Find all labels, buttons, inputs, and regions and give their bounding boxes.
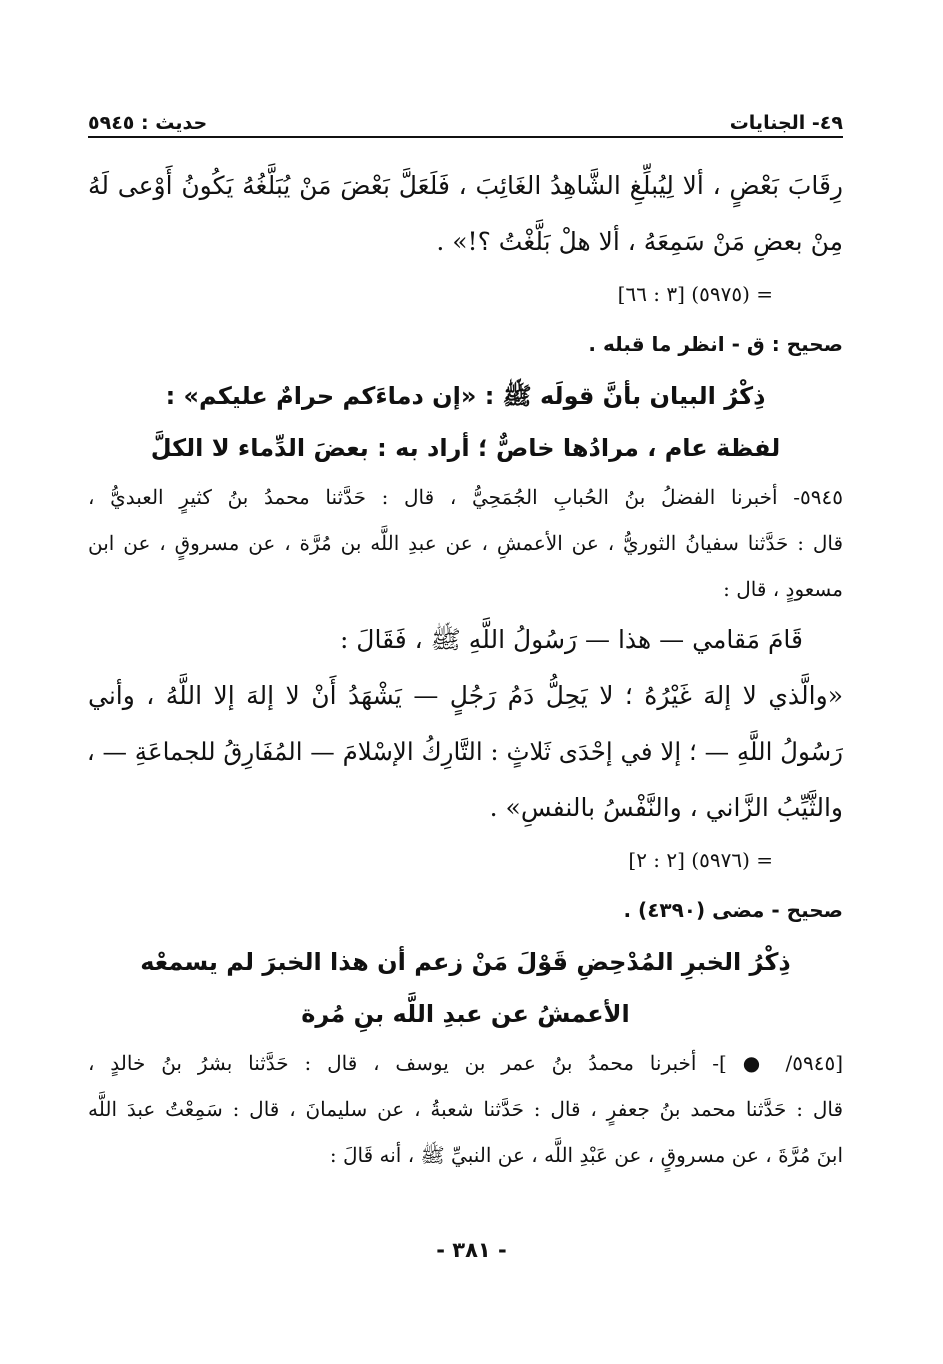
isnad-line: قال : حَدَّثنا محمد بنُ جعفرٍ ، قال : حَدَّثنا شعبةُ ، عن سليمانَ ، قال : سَمِعْتُ عبدَ اللَّه [88,1097,843,1121]
chapter-title: ٤٩- الجنايات [729,112,843,134]
section-heading: ذِكْرُ الخبرِ المُدْحِضِ قَوْلَ مَنْ زعم أن هذا الخبرَ لم يسمعْه [140,948,791,976]
text-line: رِقَابَ بَعْضٍ ، ألا لِيُبلِّغِ الشَّاهِدُ الغَائِبَ ، فَلَعَلَّ بَعْضَ مَنْ يُبَلَّغُهُ يَكُونُ أَوْعى لَهُ [88,171,843,200]
page-number: - ٣٨١ - [436,1238,507,1262]
text-line: رَسُولُ اللَّهِ — ؛ إلا في إحْدَى ثَلاثٍ : التَّارِكُ الإسْلامَ — المُفَارِقُ للجماعَةِ — ، [86,737,843,766]
grading-line: صحيح - مضى (٤٣٩٠) . [623,898,843,922]
isnad-line: مسعودٍ ، قال : [723,577,843,601]
section-heading: لفظة عام ، مرادُها خاصٌّ ؛ أراد به : بعضَ الدِّماء لا الكلَّ [150,434,781,462]
section-heading: الأعمشُ عن عبدِ اللَّه بنِ مُرة [301,1000,630,1028]
text-line: قَامَ مَقامي — هذا — رَسُولُ اللَّهِ ﷺ ، فَقَالَ : [339,625,803,654]
isnad-line: [٥٩٤٥/ ● ]- أخبرنا محمدُ بنُ عمر بن يوسف ، قال : حَدَّثنا بشرُ بنُ خالدٍ ، [88,1051,843,1075]
reference-line: = (٥٩٧٦) [٢ : ٢] [628,848,773,872]
isnad-line: ٥٩٤٥- أخبرنا الفضلُ بنُ الحُبابِ الجُمَحِيُّ ، قال : حَدَّثنا محمدُ بنُ كثيرٍ العبديُّ ، [88,485,843,509]
hadith-number: حديث : ٥٩٤٥ [88,112,208,134]
text-line: والثَّيِّبُ الزَّاني ، والنَّفْسُ بالنفسِ» . [489,793,843,822]
grading-line: صحيح : ق - انظر ما قبله . [588,332,843,356]
section-heading: ذِكْرُ البيان بأنَّ قولَه ﷺ : «إن دماءَكم حرامٌ عليكم» : [165,382,766,410]
page-body [88,158,843,1178]
reference-line: = (٥٩٧٥) [٣ : ٦٦] [617,282,773,306]
header-divider [88,136,843,138]
isnad-line: ابنَ مُرَّةَ ، عن مسروقٍ ، عن عَبْدِ اللَّه ، عن النبيِّ ﷺ ، أنه قَالَ : [329,1143,843,1167]
isnad-line: قال : حَدَّثنا سفيانُ الثوريُّ ، عن الأعمشِ ، عن عبدِ اللَّه بن مُرَّة ، عن مسروقٍ ، عن ابن [88,531,843,555]
text-line: مِنْ بعضِ مَنْ سَمِعَهُ ، ألا هلْ بَلَّغْتُ ؟!» . [436,227,843,256]
text-line: «والَّذي لا إلهَ غَيْرُهُ ؛ لا يَحِلُّ دَمُ رَجُلٍ — يَشْهَدُ أَنْ لا إلهَ إلا اللَّهُ ، وأني [88,681,843,710]
running-header [88,94,843,134]
